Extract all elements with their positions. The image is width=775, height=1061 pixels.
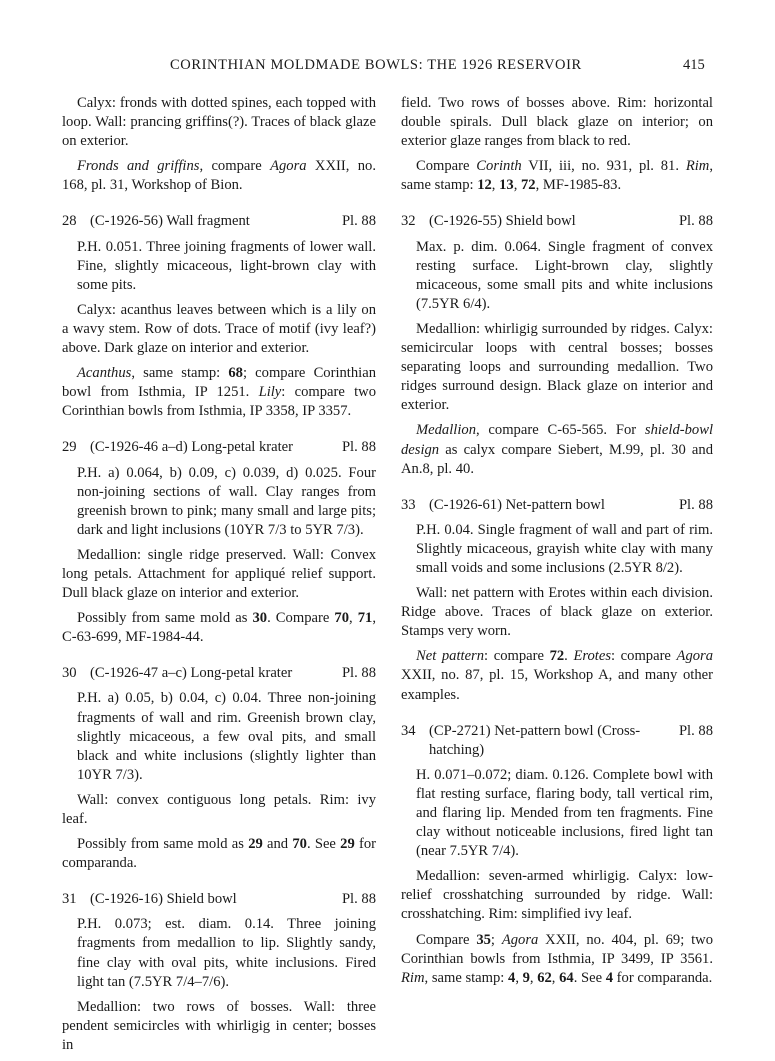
entry-30-description: P.H. a) 0.05, b) 0.04, c) 0.04. Three non-joining fragments of wall and rim. Greenish brown clay, slightly micaceous, a few oval pits, and small black and white inclusions (slightly lighter than 10YR 7/3).	[77, 690, 376, 783]
entry-29-heading	[62, 438, 376, 457]
running-header	[0, 57, 775, 77]
entry-29-medallion-paragraph: Medallion: single ridge preserved. Wall: Convex long petals. Attachment for appliqué relief support. Dull black glaze on interior and exterior.	[62, 546, 376, 602]
plate-reference: Pl. 88	[678, 213, 713, 230]
entry-33-description: P.H. 0.04. Single fragment of wall and part of rim. Slightly micaceous, grayish white clay with many small voids and some inclusions (2.5YR 8/2).	[416, 521, 713, 576]
entry-27-comparanda-paragraph: Fronds and griffins, compare Agora XXII, no. 168, pl. 31, Workshop of Bion.	[62, 158, 376, 194]
page-number: 415	[683, 57, 705, 73]
entry-title: (C-1926-46 a–d) Long-petal krater	[90, 439, 294, 456]
entry-number: 31	[62, 891, 77, 908]
entry-29-comparanda-paragraph: Possibly from same mold as 30. Compare 70, 71, C-63-699, MF-1984-44.	[62, 610, 376, 646]
entry-32-heading	[401, 212, 713, 231]
entry-29-description: P.H. a) 0.064, b) 0.09, c) 0.039, d) 0.025. Four non-joining sections of wall. Clay ranges from greenish brown to pink; many small and large pits; dark and light inclusions (10YR 7/3 to 5YR 7/3).	[77, 464, 376, 538]
entry-title: (C-1926-16) Shield bowl	[90, 891, 237, 908]
entry-30-comparanda-paragraph: Possibly from same mold as 29 and 70. See 29 for comparanda.	[62, 836, 376, 872]
entry-34-medallion-paragraph: Medallion: seven-armed whirligig. Calyx: low-relief crosshatching surrounded by ridge. Wall: crosshatching. Rim: simplified ivy leaf.	[401, 868, 713, 923]
plate-reference: Pl. 88	[678, 496, 713, 513]
running-title: CORINTHIAN MOLDMADE BOWLS: THE 1926 RESERVOIR	[170, 57, 582, 73]
entry-28-heading	[62, 212, 376, 231]
entry-31-description: P.H. 0.073; est. diam. 0.14. Three joining fragments from medallion to lip. Slightly sandy, fine clay with oval pits, white inclusions. Fired light tan (7.5YR 7/4–7/6).	[77, 916, 376, 990]
entry-31-medallion-continued: field. Two rows of bosses above. Rim: horizontal double spirals. Dull black glaze on interior; on exterior glaze ranges from black to red.	[401, 95, 713, 150]
entry-32-medallion-paragraph: Medallion: whirligig surrounded by ridges. Calyx: semicircular loops with central bosses; bosses separating loops and surrounding medallion. Two ridges surround design. Black glaze on interior and exterior.	[401, 320, 713, 414]
plate-reference: Pl. 88	[341, 665, 376, 682]
entry-title: (C-1926-47 a–c) Long-petal krater	[90, 665, 293, 682]
entry-34-description: H. 0.071–0.072; diam. 0.126. Complete bowl with flat resting surface, flaring body, tall vertical rim, and flaring lip. Mended from ten fragments. Fine clay without noticeable inclusions, fired light tan (near 7.5YR 7/4).	[416, 766, 713, 860]
entry-30-heading	[62, 664, 376, 683]
entry-number: 32	[401, 213, 416, 230]
entry-number: 33	[401, 496, 416, 513]
entry-28-description: P.H. 0.051. Three joining fragments of lower wall. Fine, slightly micaceous, light-brown clay with some pits.	[77, 238, 376, 293]
entry-34-comparanda-paragraph: Compare 35; Agora XXII, no. 404, pl. 69; two Corinthian bowls from Isthmia, IP 3499, IP 3561. Rim, same stamp: 4, 9, 62, 64. See 4 for comparanda.	[401, 931, 713, 986]
entry-title: (C-1926-56) Wall fragment	[90, 213, 250, 230]
plate-reference: Pl. 88	[341, 439, 376, 456]
entry-30-wall-paragraph: Wall: convex contiguous long petals. Rim: ivy leaf.	[62, 791, 376, 827]
left-column	[62, 94, 376, 1061]
entry-33-comparanda-paragraph: Net pattern: compare 72. Erotes: compare Agora XXII, no. 87, pl. 15, Workshop A, and many other examples.	[401, 648, 714, 703]
right-column	[401, 94, 713, 994]
entry-31-heading	[62, 890, 376, 909]
entry-28-comparanda-paragraph: Acanthus, same stamp: 68; compare Corinthian bowl from Isthmia, IP 1251. Lily: compare two Corinthian bowls from Isthmia, IP 3358, IP 3357.	[62, 365, 376, 420]
plate-reference: Pl. 88	[341, 213, 376, 230]
entry-33-wall-paragraph: Wall: net pattern with Erotes within each division. Ridge above. Traces of black glaze on exterior. Stamps very worn.	[401, 585, 713, 640]
entry-title: (C-1926-55) Shield bowl	[429, 213, 576, 230]
plate-reference: Pl. 88	[678, 722, 713, 739]
plate-reference: Pl. 88	[341, 891, 376, 908]
entry-32-comparanda-paragraph: Medallion, compare C-65-565. For shield-bowl design as calyx compare Siebert, M.99, pl. 30 and An.8, pl. 40.	[401, 422, 713, 477]
entry-27-calyx-paragraph: Calyx: fronds with dotted spines, each topped with loop. Wall: prancing griffins(?). Traces of black glaze on exterior.	[62, 95, 376, 150]
entry-31-medallion-paragraph: Medallion: two rows of bosses. Wall: three pendent semicircles with whirligig in center; bosses in	[62, 998, 376, 1053]
entry-title: (CP-2721) Net-pattern bowl (Cross-hatching)	[429, 722, 641, 758]
entry-number: 30	[62, 665, 77, 682]
entry-32-description: Max. p. dim. 0.064. Single fragment of convex resting surface. Light-brown clay, slightly micaceous, some small pits and white inclusions (7.5YR 6/4).	[416, 238, 713, 312]
entry-number: 34	[401, 722, 416, 739]
entry-34-heading	[401, 722, 713, 760]
entry-number: 29	[62, 439, 77, 456]
entry-28-calyx-paragraph: Calyx: acanthus leaves between which is a lily on a wavy stem. Row of dots. Trace of motif (ivy leaf?) above. Dark glaze on interior and exterior.	[62, 301, 376, 357]
entry-number: 28	[62, 213, 77, 230]
entry-title: (C-1926-61) Net-pattern bowl	[429, 496, 605, 513]
entry-31-comparanda-paragraph: Compare Corinth VII, iii, no. 931, pl. 81. Rim, same stamp: 12, 13, 72, MF-1985-83.	[401, 158, 713, 194]
entry-33-heading	[401, 496, 713, 515]
